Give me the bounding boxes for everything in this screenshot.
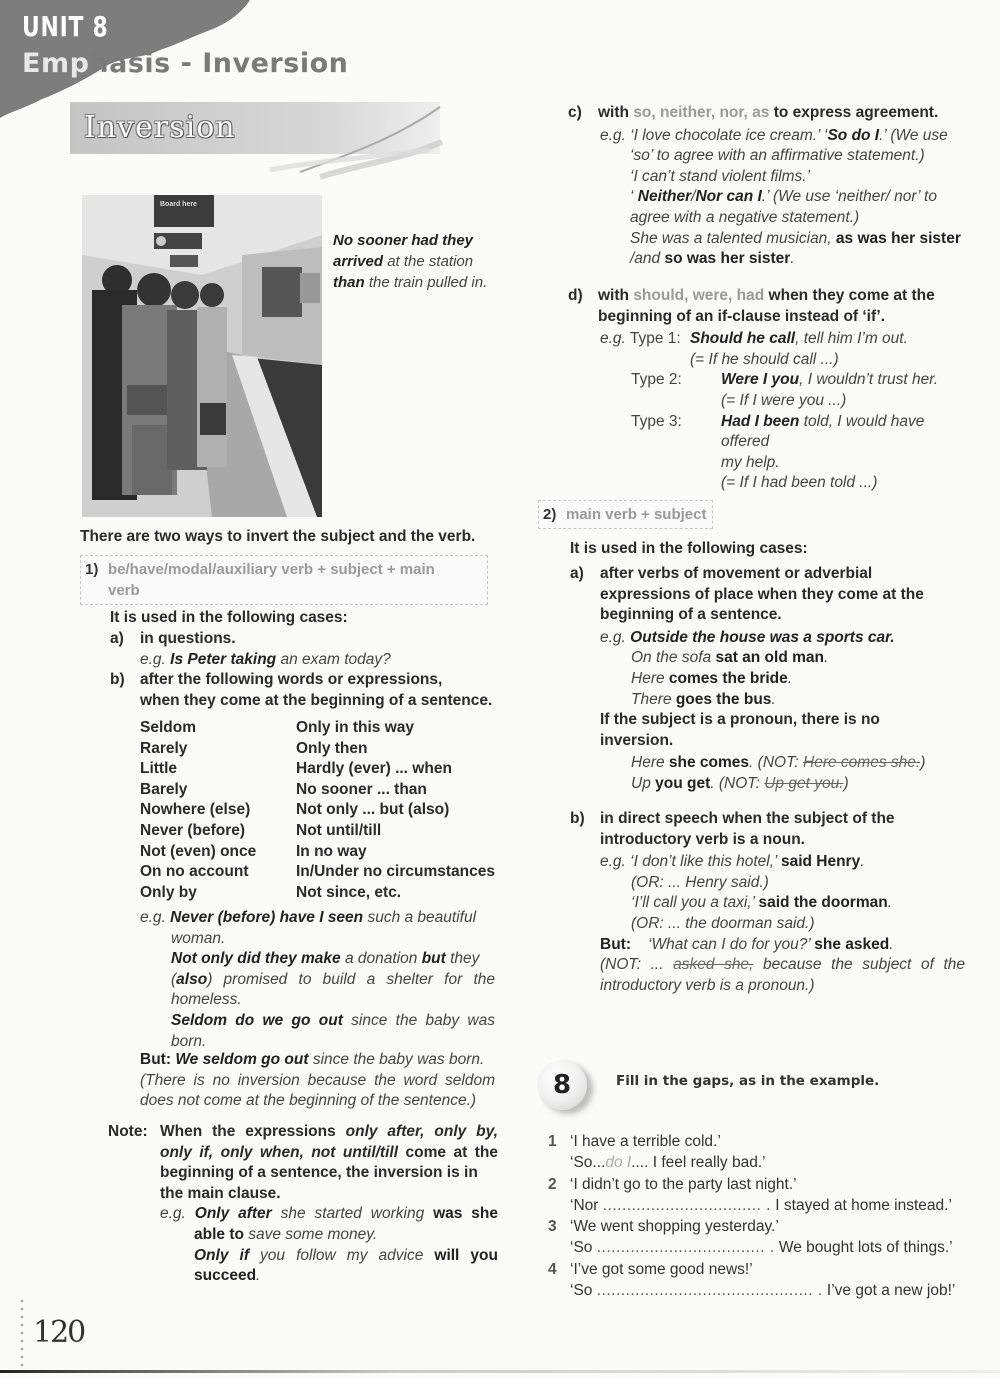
expression-row [140,739,495,760]
not-label: . (NOT: [749,754,804,772]
example-bold: Should he call [690,330,796,348]
type-label-text: Type 3: [631,412,682,430]
expression: Only by [140,883,197,901]
example-rest: Here [631,669,669,687]
case-keywords: so, neither, nor, as [633,104,770,121]
expression-row [140,862,495,883]
exercise-item-number: 2 [548,1175,557,1193]
explanation: introductory verb is a pronoun.) [600,976,815,994]
case-text: to express agreement. [769,104,939,121]
note-italic: only if, only when, not until/till [160,1143,399,1161]
expression: Barely [140,780,188,798]
unit-title [22,48,348,79]
example-bold: she asked [814,935,890,953]
exercise-instruction: Fill in the gaps, as in the example. [616,1073,880,1089]
rule-1-text-wrap: verb [108,582,140,599]
exercise-item [548,1259,968,1302]
reply-start: ‘So... [570,1154,606,1172]
example-bold: So do I [827,126,880,144]
eg-label: e.g. [600,853,626,871]
case-text: with [598,104,634,121]
case-text-2: expressions of place when they come at the [600,585,924,603]
unit-title-light-part: hasis - Inversion [89,48,349,79]
unit-title-dark-part: Emp [22,48,90,79]
not-label: . (NOT: [710,774,765,792]
photo-caption [333,230,513,293]
page-number: 120 [33,1315,85,1350]
exercise-reply [570,1195,952,1216]
answer-gap[interactable]: ................................... . [596,1239,775,1257]
type-label [600,412,721,453]
slash: / [691,188,696,206]
note-text: the main clause. [160,1184,281,1202]
example-bold: will you [434,1246,498,1264]
reply-end: .... I feel really bad.’ [631,1154,766,1172]
exercise-prompt: ‘I’ve got some good news!’ [570,1260,753,1278]
reply-end: I stayed at home instead.’ [770,1196,952,1214]
incorrect-example: Here comes she. [803,754,921,772]
exercise-item [548,1131,968,1174]
eg-label: e.g. [600,628,626,646]
exercise-prompt: ‘I didn’t go to the party last night.’ [570,1175,797,1193]
case-text: after verbs of movement or adverbial [600,565,873,582]
case-text: with [598,287,634,304]
expression-row [140,883,495,904]
note-label: Note: [108,1123,148,1140]
pronoun-note: If the subject is a pronoun, there is no [600,711,880,729]
example-line: ‘I can’t stand violent films.’ [630,167,811,185]
example-line: ‘so’ to agree with an affirmative statement.) [630,147,925,165]
case-text: in questions. [140,630,236,647]
example-bold: comes the bride [668,669,788,687]
type-example [721,412,963,453]
example-bold: was she [433,1205,499,1223]
type-label-text: Type 1: [629,330,681,348]
case-a-questions [110,629,500,670]
example-rest: On the sofa [631,649,716,667]
exercise-reply [570,1237,953,1258]
expression-row [140,718,495,739]
incorrect-example: Up get you. [764,774,844,792]
example-rest: since the baby was [342,1011,495,1029]
caption-bold-than: than [333,274,365,291]
paren: ( [171,970,177,988]
example-bold: Neither [637,188,692,206]
case-text: after the following words or expressions, [140,671,443,688]
case-text: in direct speech when the subject of the [600,810,895,827]
paraphrase: (= If I were you ...) [721,391,847,409]
example-line: agree with a negative statement.) [630,208,860,226]
eg-label: e.g. [140,650,166,668]
but-note-left [140,1050,495,1112]
example-rest: they [445,950,480,968]
expression-row [140,759,495,780]
answer-gap[interactable]: ................................. . [602,1196,771,1214]
example-rest: save some money. [243,1225,378,1243]
example-rest: , tell him I’m out. [795,330,908,348]
example-bold: Is Peter taking [170,650,277,668]
expression: Not (even) once [140,842,257,860]
example-bold: so was her sister [664,250,791,268]
expression-row [140,842,495,863]
expression: In/Under no circumstances [296,863,495,881]
example-bold: Not only did they make [171,950,341,968]
example-rest: .’ (We use [879,126,948,144]
rule-2-number: 2) [543,506,557,523]
expression: Nowhere (else) [140,801,251,819]
example-rest: ‘What can I do for you?’ [648,935,815,953]
expression-row [140,780,495,801]
case-label: d) [568,287,583,304]
example-rest: she started working [271,1205,434,1223]
example-rest: ‘I’ll call you a taxi,’ [631,894,759,912]
exercise-item-number: 3 [548,1218,557,1236]
note-text: When the expressions [160,1123,346,1140]
rule-box-2 [538,500,713,529]
bottom-rule [0,1370,1000,1373]
example-rest: told, I would have offered [721,412,925,451]
case-text-3: beginning of a sentence. [600,606,782,624]
eg-label: e.g. [140,909,166,926]
paraphrase: (= If he should call ...) [690,350,839,368]
case-label: c) [568,104,582,121]
exercise-item [548,1174,968,1217]
period: . [887,894,892,912]
example-rest: There [631,690,676,708]
expression: Not only ... but (also) [296,801,450,819]
example-bold: We seldom go out [175,1051,309,1068]
case-text-2: introductory verb is a noun. [600,830,805,848]
example-bold: Only if [194,1246,249,1264]
expression: Never (before) [140,821,246,839]
case-label: a) [570,565,584,582]
exercise-reply [570,1280,955,1301]
rule-1-text: be/have/modal/auxiliary verb + subject + main [108,561,435,578]
quote-mark: ‘ [630,188,638,206]
type-label [600,329,690,350]
case-label: b) [570,810,585,827]
exercise-reply [570,1152,766,1173]
eg-label: e.g. [600,126,626,144]
but-label: But: [140,1051,171,1068]
case-b-expressions [110,670,500,711]
note-italic: only after, only by, [345,1123,498,1140]
type-example [721,370,938,391]
example-rest: such a beautiful [363,909,477,926]
expression: No sooner ... than [296,780,427,798]
example-rest: ) promised to build a shelter for the [207,970,495,988]
case-text-2: beginning of an if-clause instead of ‘if’. [598,307,886,325]
case-d-if-clause [568,286,963,494]
example-bold: Never (before) have I seen [170,909,364,926]
expression: Not until/till [296,821,382,839]
example-answer: do I [605,1154,632,1172]
example-rest: , I wouldn’t trust her. [799,371,939,389]
example-bold: also [176,970,208,988]
case-a-place: a) after verbs of movement or adverbial expressions of place when they come at the beginning of a sentence. e.g. Outside the house was a sports car. On the sofa sat an old man. Here comes the bride. There goes the bus. If the subject is a pronoun, there is no inversion. Here she comes. (NOT: Here comes she.) Up you get. (NOT: Up get you.) [570,564,965,795]
example-bold: goes the bus [675,690,772,708]
rule-2-text: main verb + subject [566,506,707,523]
rule-box-1 [80,555,488,605]
paren: ) [920,754,926,772]
exercise-item-number: 4 [548,1260,557,1278]
note-block [108,1122,498,1287]
board-here-sign: Board here [160,201,197,208]
type-label [600,370,721,391]
period: . [889,935,894,953]
example-bold: Seldom do we go out [171,1011,343,1029]
case-b-direct-speech [570,809,965,996]
conditional-type-row [600,412,963,453]
expression: Seldom [140,719,196,736]
caption-line-1: No sooner had they [333,232,474,249]
example-rest: Here [631,754,669,772]
but-explanation-1: (There is no inversion because the word seldom [140,1071,495,1089]
example-rest: because the subject of the [753,956,965,974]
example-bold: as was her sister [835,229,961,247]
type-label-text: Type 2: [631,371,682,389]
expression: Not since, etc. [296,883,402,901]
example-bold: Had I been [721,412,800,430]
expression: Only in this way [296,719,414,736]
case-label: b) [110,671,125,688]
expression: In no way [296,842,367,860]
pronoun-note-2: inversion. [600,731,674,749]
note-text: come at the [398,1143,498,1161]
expression: Little [140,760,178,778]
example-rest: a donation [340,950,422,968]
reply-start: ‘Nor [570,1196,603,1214]
exercise-item [548,1216,968,1259]
eg-label: e.g. [160,1205,186,1223]
case-c-agreement [568,103,963,270]
example-rest: /and [630,250,665,268]
but-explanation-2: does not come at the beginning of the sentence.) [140,1092,477,1110]
example-bold: said Henry [780,853,861,871]
example-bold: you get [655,774,711,792]
example-bold: succeed [194,1267,257,1285]
expressions-table [140,718,500,903]
example-rest: . [256,1267,261,1285]
answer-gap[interactable]: ............................................. . [596,1282,823,1300]
caption-line-3: the train pulled in. [364,274,488,291]
eg-label: e.g. [600,330,626,348]
expression-row [140,800,495,821]
section-banner-title: Inversion [84,110,236,145]
but-label: But: [600,935,631,953]
alternative: (OR: ... the doorman said.) [631,914,815,932]
example-rest: . [790,250,795,268]
example-wrap: woman. [171,929,226,947]
note-text: beginning of a sentence, the inversion is in [160,1164,478,1182]
example-bold: she comes [668,754,750,772]
example-rest: .’ (We use ‘neither/ nor’ to [761,188,937,206]
example-rest: an exam today? [276,650,391,668]
reply-end: We bought lots of things.’ [774,1239,953,1257]
example-rest: Up [631,774,656,792]
example-bold: able to [194,1225,244,1243]
exercise-number-badge: 8 [537,1060,587,1110]
exercise-list [548,1131,968,1301]
example-bold: Outside the house was a sports car. [630,628,895,646]
exercise-prompt: ‘I have a terrible cold.’ [570,1133,721,1150]
case-label: a) [110,630,124,647]
paraphrase: (= If I had been told ...) [721,474,878,492]
expression: Hardly (ever) ... when [296,760,452,778]
conditional-type-row [600,329,963,350]
example-rest: She was a talented musician, [630,229,836,247]
example-rest: you follow my advice [248,1246,435,1264]
unit-label: UNIT 8 [22,10,109,43]
example-rest: ‘I don’t like this hotel,’ [625,853,781,871]
caption-bold-arrived: arrived [333,253,384,270]
case-b-examples [140,908,495,1052]
case-keywords: should, were, had [633,287,765,304]
page-dots-decoration [20,1297,24,1369]
period: . [860,853,865,871]
example-wrap: homeless. [171,991,242,1009]
used-in-cases-2: It is used in the following cases: [570,540,808,557]
paren: ) [843,774,849,792]
expression: Rarely [140,739,188,757]
train-station-photo [82,195,322,517]
example-bold: Only after [194,1205,272,1223]
case-text-2: when they come at the beginning of a sentence. [140,691,493,709]
case-text: when they come at the [764,287,935,304]
alternative: (OR: ... Henry said.) [631,873,769,891]
intro-text: There are two ways to invert the subject and the verb. [80,528,476,545]
incorrect-example: asked she, [673,956,754,974]
used-in-cases-1: It is used in the following cases: [110,609,348,626]
example-wrap: born. [171,1032,207,1050]
reply-start: ‘So [570,1282,597,1300]
example-bold: but [421,950,446,968]
exercise-prompt: ‘We went shopping yesterday.’ [570,1218,779,1236]
exercise-item-number: 1 [548,1133,557,1150]
expression: Only then [296,739,368,757]
type-example [690,329,908,350]
caption-line-2: at the station [383,253,474,270]
rule-1-number: 1) [85,561,99,578]
expression-row [140,821,495,842]
example-bold: Nor can I [695,188,762,206]
example-rest: since the baby was born. [308,1051,485,1068]
conditional-types [568,329,963,494]
expression: On no account [140,863,249,881]
conditional-type-row [600,370,963,391]
example-wrap: my help. [721,453,780,471]
example-bold: sat an old man [715,649,824,667]
example-bold: Were I you [721,371,800,389]
not-label: (NOT: ... [600,956,674,974]
example-rest: ‘I love chocolate ice cream.’ ‘ [625,126,828,144]
reply-start: ‘So [570,1239,597,1257]
example-bold: said the doorman [758,894,888,912]
reply-end: I’ve got a new job!’ [822,1282,956,1300]
